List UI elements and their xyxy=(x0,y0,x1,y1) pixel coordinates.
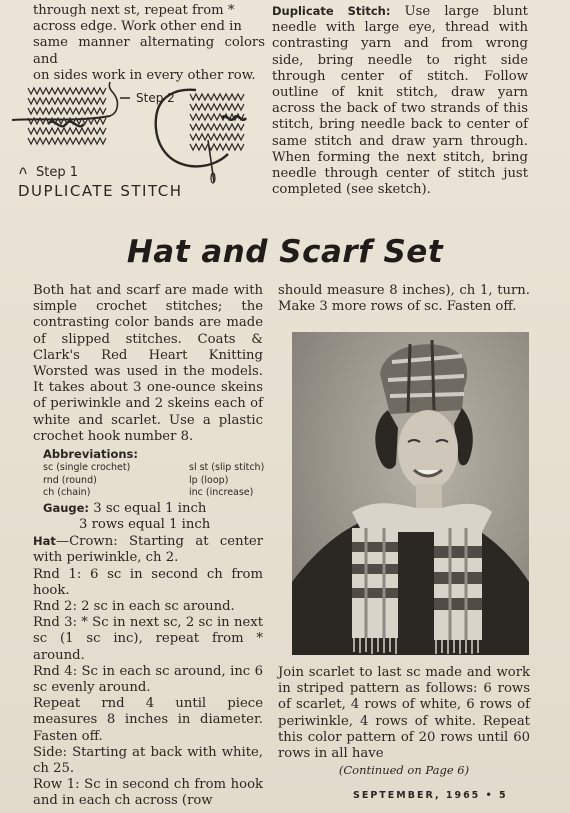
step-2-label: Step 2 xyxy=(136,91,175,105)
top-right-text xyxy=(272,3,528,198)
repeat-para: Repeat rnd 4 until piece measures 8 inches in diameter. Fasten off. xyxy=(33,696,263,744)
scarf-continued-para: should measure 8 inches), ch 1, turn. Make 3 more rows of sc. Fasten off. xyxy=(278,283,530,315)
step-1-label: Step 1 xyxy=(36,165,79,180)
top-left-line-2: across edge. Work other end in xyxy=(33,19,242,35)
abbr-inc: inc (increase) xyxy=(189,487,254,499)
rnd-3-para: Rnd 3: * Sc in next sc, 2 sc in next sc (1 sc inc), repeat from * around. xyxy=(33,615,263,663)
right-column-top xyxy=(278,283,530,315)
top-left-line-3: same manner alternating colors and xyxy=(33,35,265,67)
duplicate-stitch-caption: DUPLICATE STITCH xyxy=(18,182,183,200)
hat-lead: Hat xyxy=(33,534,56,549)
abbr-ch: ch (chain) xyxy=(43,487,91,499)
duplicate-stitch-para xyxy=(272,3,528,198)
duplicate-stitch-text: Use large blunt needle with large eye, thread with contrasting yarn and from wrong side, bring needle to right side through center of stitch. Follow outline of knit stitch, draw yarn across the back of two strands of this stitch, bring needle back to center of same stitch and draw yarn through. When forming the next stitch, bring needle through center of stitch just completed (see sketch). xyxy=(272,4,528,198)
model-photo xyxy=(292,332,529,655)
rnd-2-para: Rnd 2: 2 sc in each sc around. xyxy=(33,598,235,614)
hat-crown-text: —Crown: Starting at center with periwinkle, ch 2. xyxy=(33,534,263,566)
abbreviations-list xyxy=(43,462,263,500)
right-column-bottom xyxy=(278,665,530,778)
abbr-sl-st: sl st (slip stitch) xyxy=(189,462,265,474)
abbr-sc: sc (single crochet) xyxy=(43,462,131,474)
gauge-line-2: 3 rows equal 1 inch xyxy=(79,516,211,532)
abbr-rnd: rnd (round) xyxy=(43,474,97,486)
hat-crown-para xyxy=(33,533,263,566)
join-scarlet-para: Join scarlet to last sc made and work in striped pattern as follows: 6 rows of scarlet, 4 rows of white, 6 rows of periwinkle, 4 rows of white. Repeat this color pattern of 20 rows until 60 rows in all have xyxy=(278,665,530,762)
page-title: Hat and Scarf Set xyxy=(126,234,444,270)
duplicate-stitch-lead: Duplicate Stitch: xyxy=(272,4,391,18)
abbreviations-heading: Abbreviations: xyxy=(43,447,139,462)
top-left-line-1: through next st, repeat from * xyxy=(33,3,235,18)
gauge-lead: Gauge: xyxy=(43,500,90,515)
rnd-4-para: Rnd 4: Sc in each sc around, inc 6 sc evenly around. xyxy=(33,663,263,695)
left-column xyxy=(33,283,263,810)
intro-para: Both hat and scarf are made with simple crochet stitches; the contrasting color bands are made of slipped stitches. Coats & Clark's Red Heart Knitting Worsted was used in the models. It takes about 3 one-ounce skeins of periwinkle and 2 skeins each of white and scarlet. Use a plastic crochet hook number 8. xyxy=(33,283,263,444)
rnd-1-para: Rnd 1: 6 sc in second ch from hook. xyxy=(33,566,263,598)
top-left-line-4: on sides work in every other row. xyxy=(33,67,256,83)
page-footer: SEPTEMBER, 1965 • 5 xyxy=(353,790,508,801)
continued-note: (Continued on Page 6) xyxy=(338,763,470,778)
top-left-text xyxy=(33,3,265,84)
gauge-line-1 xyxy=(43,500,263,517)
row-1-para: Row 1: Sc in second ch from hook and in each ch across (row xyxy=(33,777,263,809)
gauge-text-1: 3 sc equal 1 inch xyxy=(93,500,207,516)
duplicate-stitch-illustration xyxy=(8,78,270,202)
abbr-lp: lp (loop) xyxy=(189,474,229,486)
side-para: Side: Starting at back with white, ch 25. xyxy=(33,744,263,776)
